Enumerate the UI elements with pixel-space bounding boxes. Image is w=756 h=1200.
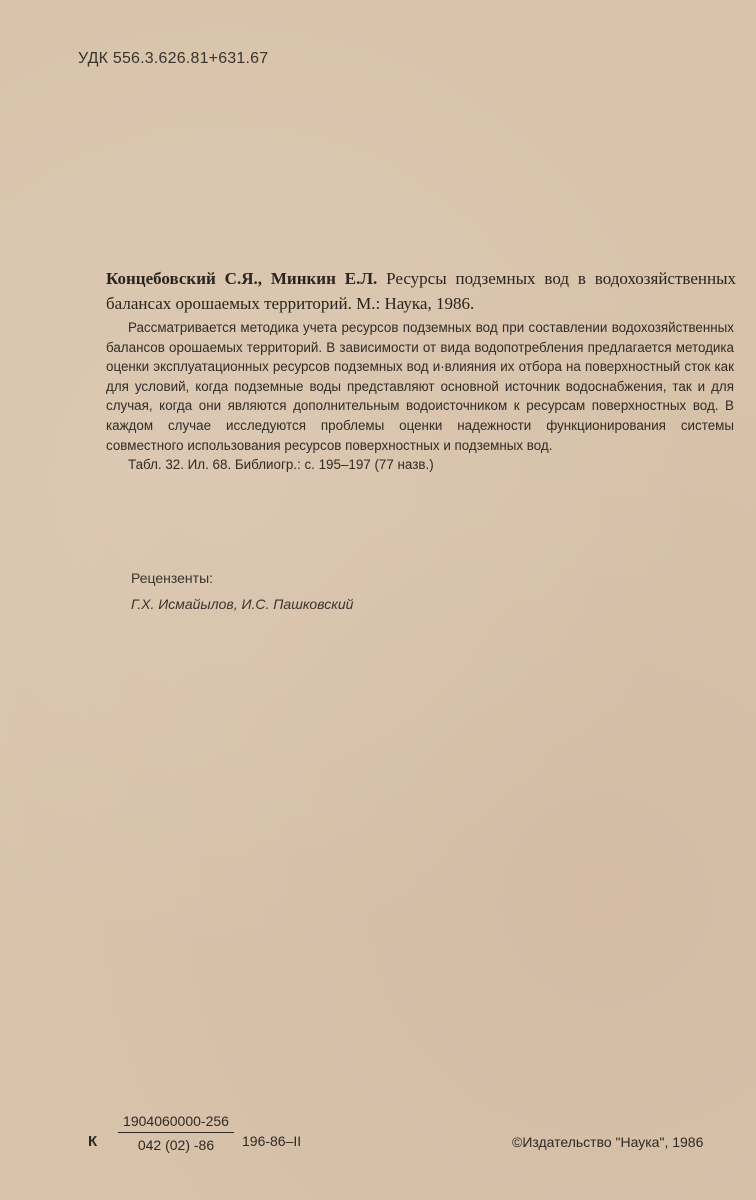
abstract-stats: Табл. 32. Ил. 68. Библиогр.: с. 195–197 (77 назв.) [128,457,434,473]
index-letter: К [88,1133,98,1150]
udk-classification: УДК 556.3.626.81+631.67 [78,50,269,67]
index-fraction [118,1113,234,1153]
index-denominator: 042 (02) -86 [137,1137,215,1153]
publication-index [88,1113,348,1173]
abstract-text: Рассматривается методика учета ресурсов подземных вод при составлении водохозяйственных балансов орошаемых территорий. В зависимости от вида водопотребления предлагается методика оценки эксплуатационных ресурсов подземных вод и·влияния их отбора на поверхностный сток как для условий, когда подземные воды представляют основной источник водоснабжения, так и для случая, когда они являются дополнительным водоисточником к ресурсам поверхностных вод. В каждом случае исследуются проблемы оценки надежности функционирования системы совместного использования ресурсов поверхностных и подземных вод. [106,320,734,453]
index-code: 196-86–II [242,1133,302,1149]
abstract [106,318,734,475]
book-title: Ресурсы подземных вод в водохозяйственных балансах орошаемых территорий. М.: Наука, 1986. [106,269,736,313]
reviewers-label: Рецензенты: [131,570,214,586]
index-numerator: 1904060000-256 [118,1113,234,1133]
bibliographic-description [106,266,736,316]
reviewers-names: Г.Х. Исмайылов, И.С. Пашковский [131,596,354,612]
authors: Концебовский С.Я., Минкин Е.Л. [106,269,378,288]
copyright-notice: ©Издательство "Наука", 1986 [512,1134,704,1150]
